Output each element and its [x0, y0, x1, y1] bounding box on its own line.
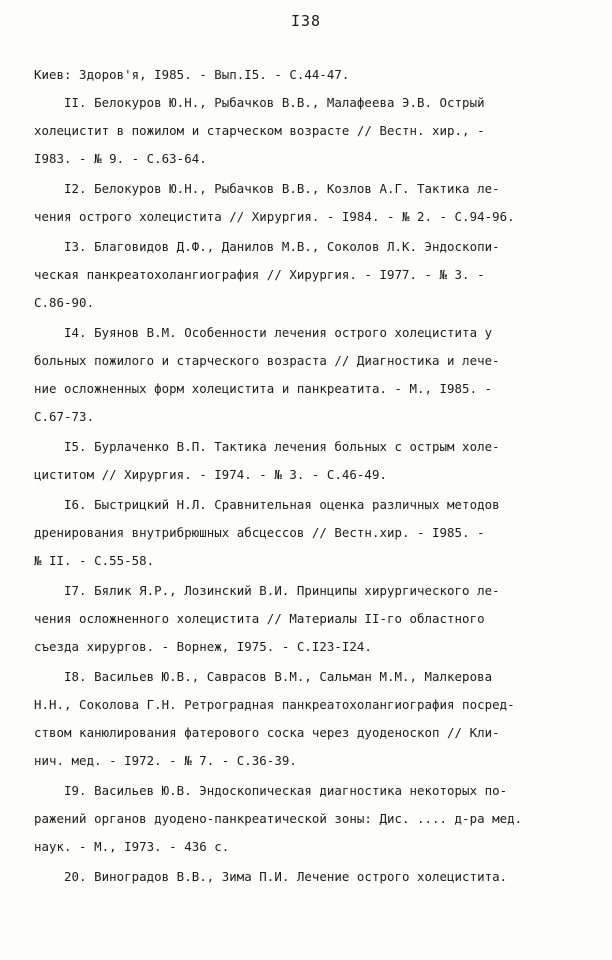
text-line: I9. Васильев Ю.В. Эндоскопическая диагностика некоторых по-	[34, 783, 508, 798]
text-line: холецистит в пожилом и старческом возрасте // Вестн. хир., -	[34, 123, 485, 138]
text-line: ческая панкреатохолангиография // Хирургия. - I977. - № 3. -	[34, 267, 485, 282]
text-line: Киев: Здоров'я, I985. - Вып.I5. - С.44-47.	[34, 67, 350, 82]
text-line: I983. - № 9. - С.63-64.	[34, 151, 207, 166]
text-line: чения осложненного холецистита // Материалы II-го областного	[34, 611, 485, 626]
text-line: съезда хирургов. - Ворнеж, I975. - С.I23-I24.	[34, 639, 372, 654]
text-line: I5. Бурлаченко В.П. Тактика лечения больных с острым холе-	[34, 439, 500, 454]
text-line: больных пожилого и старческого возраста // Диагностика и лече-	[34, 353, 500, 368]
text-line: I3. Благовидов Д.Ф., Данилов М.В., Соколов Л.К. Эндоскопи-	[34, 239, 500, 254]
text-line: № II. - С.55-58.	[34, 553, 155, 568]
text-line: дренирования внутрибрюшных абсцессов // Вестн.хир. - I985. -	[34, 525, 485, 540]
text-line: I7. Бялик Я.Р., Лозинский В.И. Принципы хирургического ле-	[34, 583, 500, 598]
text-line: С.67-73.	[34, 409, 95, 424]
text-line: нич. мед. - I972. - № 7. - С.36-39.	[34, 753, 297, 768]
text-line: 20. Виноградов В.В., Зима П.И. Лечение острого холецистита.	[34, 869, 508, 884]
text-line: ством канюлирования фатерового соска через дуоденоскоп // Кли-	[34, 725, 500, 740]
text-line: С.86-90.	[34, 295, 95, 310]
text-line: I8. Васильев Ю.В., Саврасов В.М., Сальман М.М., Малкерова	[34, 669, 493, 684]
text-line: I6. Быстрицкий Н.Л. Сравнительная оценка различных методов	[34, 497, 500, 512]
text-line: II. Белокуров Ю.Н., Рыбачков В.В., Малафеева Э.В. Острый	[34, 95, 485, 110]
text-line: наук. - М., I973. - 436 с.	[34, 839, 230, 854]
text-line: Н.Н., Соколова Г.Н. Ретроградная панкреатохолангиография посред-	[34, 697, 515, 712]
text-line: ражений органов дуодено-панкреатической зоны: Дис. .... д-ра мед.	[34, 811, 523, 826]
page-number: I38	[290, 12, 322, 30]
text-line: циститом // Хирургия. - I974. - № 3. - С.46-49.	[34, 467, 387, 482]
text-line: ние осложненных форм холецистита и панкреатита. - М., I985. -	[34, 381, 493, 396]
text-line: чения острого холецистита // Хирургия. - I984. - № 2. - С.94-96.	[34, 209, 515, 224]
text-line: I4. Буянов В.М. Особенности лечения острого холецистита у	[34, 325, 493, 340]
text-line: I2. Белокуров Ю.Н., Рыбачков В.В., Козлов А.Г. Тактика ле-	[34, 181, 500, 196]
